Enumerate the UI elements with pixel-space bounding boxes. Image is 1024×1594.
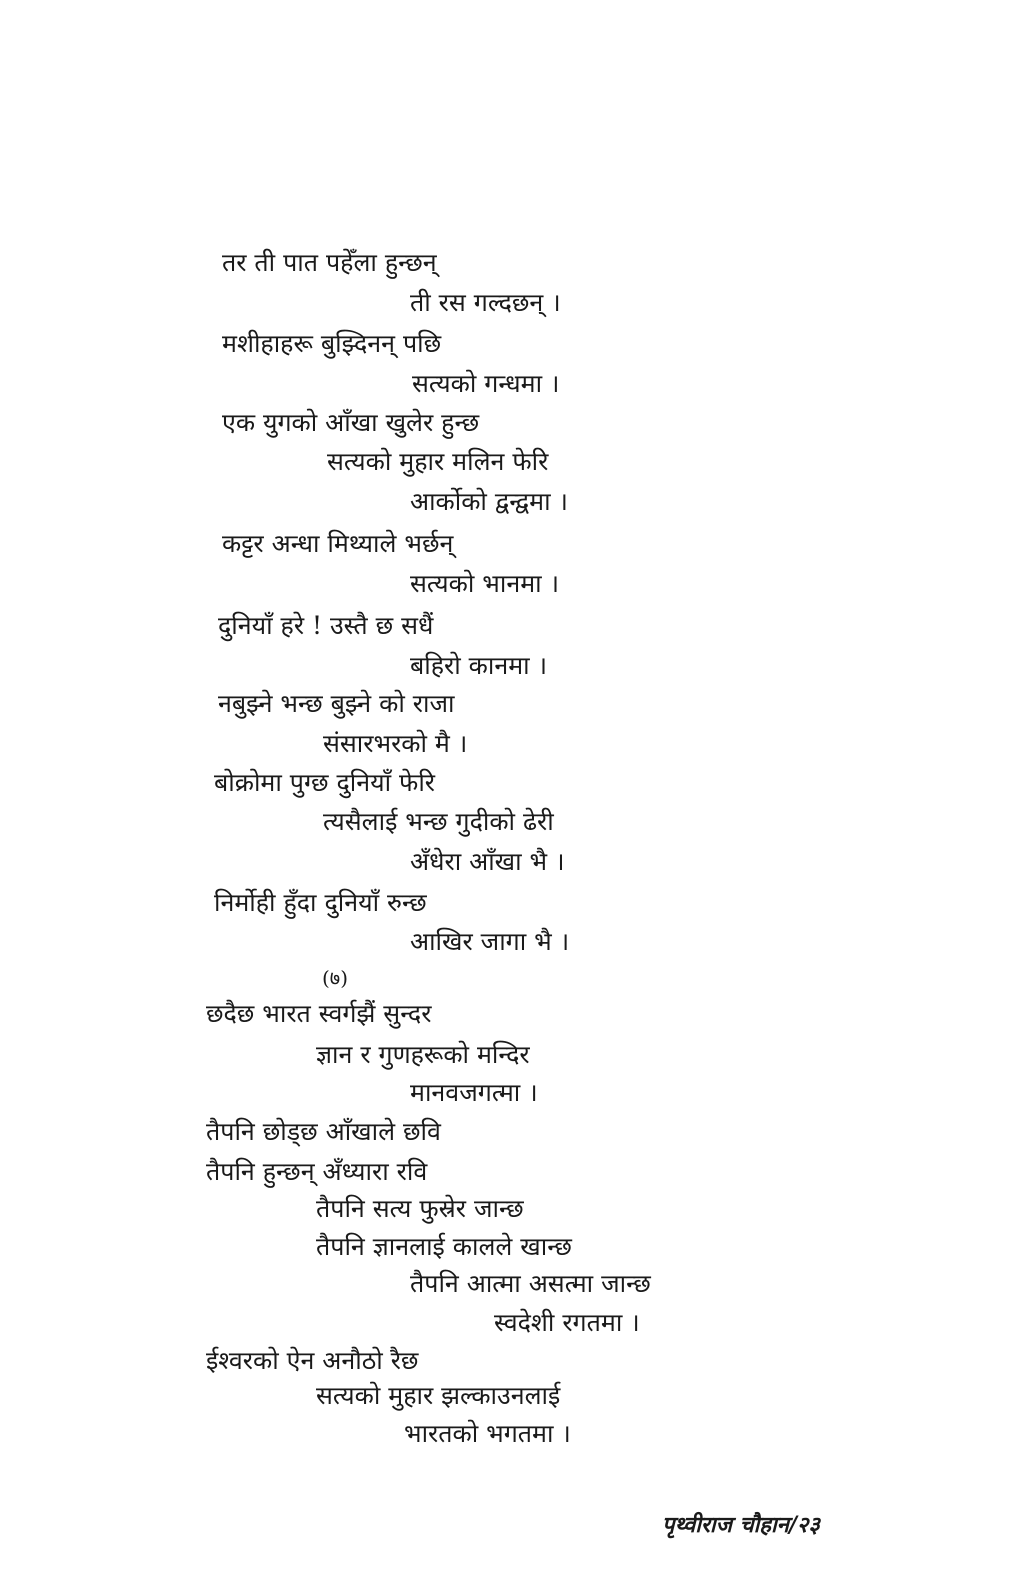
poem-line: दुनियाँ हरे ! उस्तै छ सधैं bbox=[218, 611, 434, 640]
poem-line: बहिरो कानमा । bbox=[410, 651, 548, 680]
poem-line: सत्यको गन्धमा । bbox=[412, 369, 560, 398]
poem-line: तैपनि ज्ञानलाई कालले खान्छ bbox=[316, 1232, 572, 1261]
poem-line: सत्यको मुहार झल्काउनलाई bbox=[316, 1381, 561, 1410]
poem-line: आर्कोको द्वन्द्वमा । bbox=[410, 487, 569, 516]
section-number: (७) bbox=[322, 966, 349, 990]
poem-line: छदैछ भारत स्वर्गझैं सुन्दर bbox=[206, 999, 432, 1028]
poem-line: तैपनि आत्मा असत्मा जान्छ bbox=[410, 1269, 651, 1298]
running-footer: पृथ्वीराज चौहान/२३ bbox=[662, 1512, 820, 1538]
poem-line: भारतको भगतमा । bbox=[404, 1419, 571, 1448]
poem-line: मानवजगत्मा । bbox=[410, 1078, 538, 1107]
poem-line: ती रस गल्दछन् । bbox=[410, 288, 561, 317]
poem-line: त्यसैलाई भन्छ गुदीको ढेरी bbox=[323, 807, 554, 836]
poem-line: तर ती पात पहेँला हुन्छन् bbox=[222, 248, 437, 277]
poem-line: ईश्वरको ऐन अनौठो रैछ bbox=[206, 1346, 419, 1375]
poem-line: नबुझ्ने भन्छ बुझ्ने को राजा bbox=[218, 689, 455, 718]
poem-line: संसारभरको मै । bbox=[323, 729, 468, 758]
poem-line: एक युगको आँखा खुलेर हुन्छ bbox=[222, 408, 480, 437]
poem-line: सत्यको मुहार मलिन फेरि bbox=[327, 447, 549, 476]
poem-line: मशीहाहरू बुझ्दिनन् पछि bbox=[222, 329, 442, 358]
poem-line: आखिर जागा भै । bbox=[410, 927, 570, 956]
poem-line: तैपनि छोड्छ आँखाले छवि bbox=[206, 1117, 441, 1146]
poem-line: स्वदेशी रगतमा । bbox=[494, 1308, 640, 1337]
poem-line: तैपनि सत्य फुस्रेर जान्छ bbox=[316, 1194, 524, 1223]
poem-line: सत्यको भानमा । bbox=[410, 569, 560, 598]
poem-line: तैपनि हुन्छन् अँध्यारा रवि bbox=[206, 1157, 428, 1186]
poem-line: कट्टर अन्धा मिथ्याले भर्छन् bbox=[222, 529, 454, 558]
poem-line: अँधेरा आँखा भै । bbox=[410, 847, 565, 876]
poem-line: निर्मोही हुँदा दुनियाँ रुन्छ bbox=[214, 888, 427, 917]
poem-line: बोक्रोमा पुग्छ दुनियाँ फेरि bbox=[214, 768, 436, 797]
poem-line: ज्ञान र गुणहरूको मन्दिर bbox=[316, 1040, 530, 1069]
